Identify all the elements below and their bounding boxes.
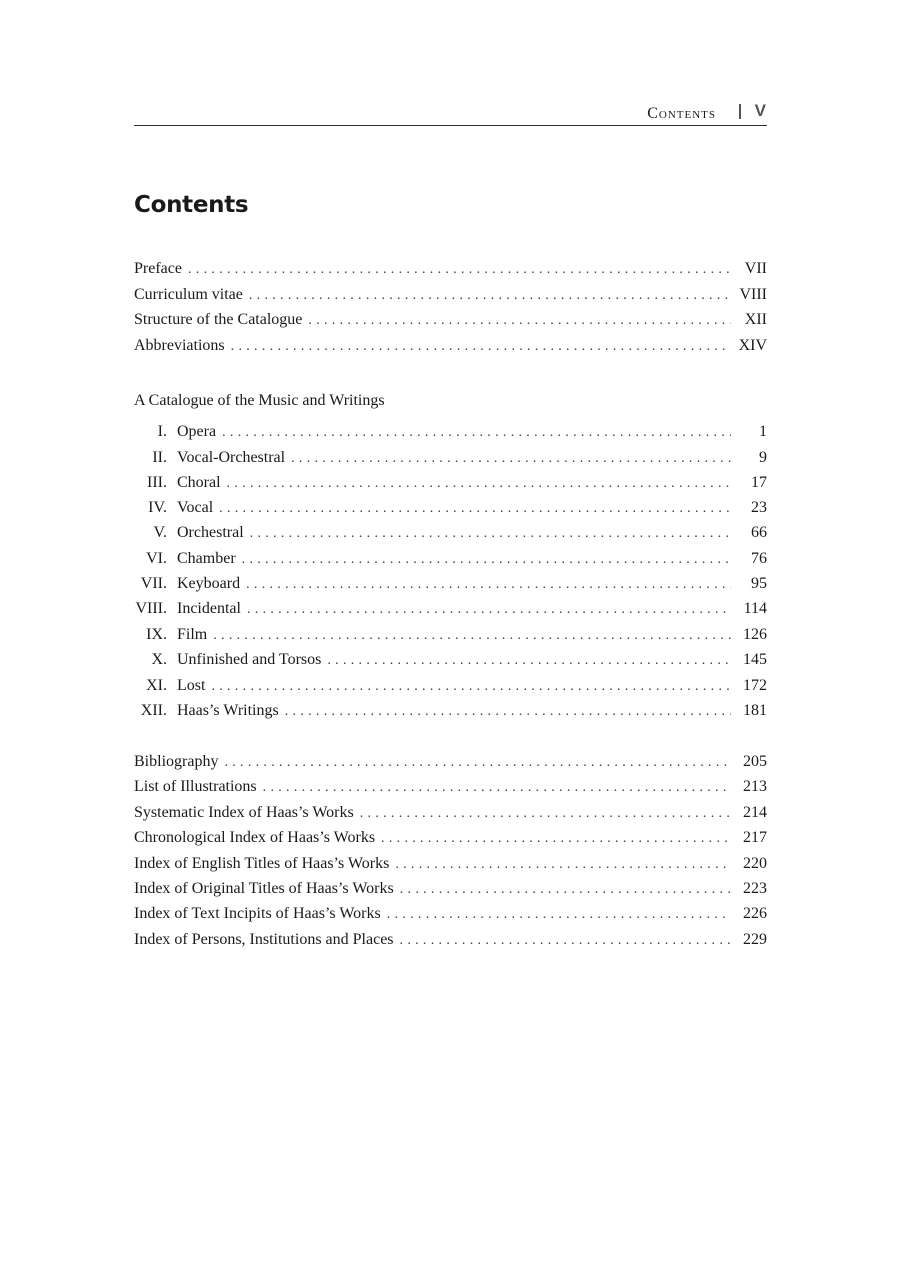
toc-entry-numeral: VI. (146, 550, 167, 567)
toc-entry-numeral: XII. (140, 702, 167, 719)
running-head-separator (739, 104, 741, 119)
toc-entry-abbreviations[interactable] (134, 335, 767, 357)
toc-entry-label: Chronological Index of Haas’s Works (134, 829, 376, 846)
toc-entry-label: Vocal (177, 499, 214, 516)
toc-entry-page: 76 (751, 550, 767, 567)
dot-leader (222, 422, 731, 444)
toc-entry-page: VIII (739, 286, 767, 303)
toc-entry-page: 213 (743, 778, 767, 795)
toc-entry-page: 114 (743, 600, 767, 617)
dot-leader (285, 701, 731, 723)
dot-leader (400, 930, 731, 952)
toc-entry-numeral: IV. (148, 499, 167, 516)
dot-leader (213, 625, 731, 647)
toc-entry-label: Chamber (177, 550, 236, 567)
dot-leader (246, 574, 731, 596)
toc-entry-numeral: I. (157, 423, 167, 440)
dot-leader (395, 854, 731, 876)
toc-entry-numeral: XI. (146, 677, 167, 694)
dot-leader (242, 549, 731, 571)
toc-entry-page: 181 (743, 702, 767, 719)
toc-entry-label: Index of Original Titles of Haas’s Works (134, 880, 394, 897)
toc-entry-label: Index of Text Incipits of Haas’s Works (134, 905, 381, 922)
toc-entry-catalogue[interactable] (134, 675, 767, 697)
toc-entry-label: Haas’s Writings (177, 702, 279, 719)
toc-entry-page: 17 (751, 474, 767, 491)
toc-entry-catalogue[interactable] (134, 497, 767, 519)
toc-entry-label: Opera (177, 423, 217, 440)
toc-entry-page: 95 (751, 575, 767, 592)
toc-entry-page: VII (744, 260, 767, 277)
toc-entry-page: 23 (751, 499, 767, 516)
toc-entry-label: Bibliography (134, 753, 219, 770)
toc-entry-numeral: VII. (140, 575, 167, 592)
running-head-page-number: V (754, 101, 766, 120)
toc-entry-label: Index of Persons, Institutions and Places (134, 931, 394, 948)
toc-entry-label: Choral (177, 474, 221, 491)
toc-entry-back[interactable] (134, 853, 767, 875)
toc-entry-page: 172 (743, 677, 767, 694)
dot-leader (224, 752, 731, 774)
toc-entry-page: 145 (743, 651, 767, 668)
toc-entry-preface[interactable] (134, 258, 767, 280)
toc-entry-numeral: X. (151, 651, 167, 668)
dot-leader (308, 310, 731, 332)
toc-entry-label: Unfinished and Torsos (177, 651, 322, 668)
toc-entry-curriculum-vitae[interactable] (134, 284, 767, 306)
dot-leader (327, 650, 731, 672)
toc-entry-label: Structure of the Catalogue (134, 311, 303, 328)
toc-entry-label: Lost (177, 677, 206, 694)
toc-entry-page: 217 (743, 829, 767, 846)
toc-entry-page: 205 (743, 753, 767, 770)
toc-entry-back[interactable] (134, 878, 767, 900)
dot-leader (263, 777, 731, 799)
dot-leader (219, 498, 731, 520)
toc-entry-label: Index of English Titles of Haas’s Works (134, 855, 390, 872)
dot-leader (250, 523, 731, 545)
toc-entry-structure[interactable] (134, 309, 767, 331)
toc-entry-numeral: IX. (146, 626, 167, 643)
toc-entry-back[interactable] (134, 776, 767, 798)
toc-entry-numeral: V. (153, 524, 167, 541)
toc-entry-catalogue[interactable] (134, 548, 767, 570)
toc-entry-label: Abbreviations (134, 337, 225, 354)
dot-leader (247, 599, 731, 621)
toc-entry-label: Film (177, 626, 208, 643)
toc-entry-page: 66 (751, 524, 767, 541)
toc-entry-catalogue[interactable] (134, 598, 767, 620)
toc-entry-back[interactable] (134, 827, 767, 849)
dot-leader (211, 676, 731, 698)
dot-leader (249, 285, 731, 307)
toc-entry-back[interactable] (134, 802, 767, 824)
dot-leader (381, 828, 731, 850)
toc-entry-label: Systematic Index of Haas’s Works (134, 804, 354, 821)
running-head (134, 101, 767, 126)
toc-entry-catalogue[interactable] (134, 573, 767, 595)
toc-entry-back[interactable] (134, 903, 767, 925)
toc-entry-numeral: II. (152, 449, 167, 466)
toc-entry-catalogue[interactable] (134, 700, 767, 722)
toc-entry-catalogue[interactable] (134, 522, 767, 544)
toc-entry-catalogue[interactable] (134, 624, 767, 646)
toc-entry-catalogue[interactable] (134, 447, 767, 469)
toc-entry-catalogue[interactable] (134, 472, 767, 494)
toc-entry-numeral: III. (147, 474, 167, 491)
page-title: Contents (134, 192, 249, 218)
toc-entry-label: Keyboard (177, 575, 241, 592)
dot-leader (231, 336, 731, 358)
toc-entry-label: Preface (134, 260, 182, 277)
toc-entry-label: Vocal-Orchestral (177, 449, 286, 466)
toc-entry-back[interactable] (134, 751, 767, 773)
toc-entry-page: XIV (738, 337, 767, 354)
toc-entry-page: 126 (743, 626, 767, 643)
toc-entry-page: 9 (759, 449, 767, 466)
catalogue-heading: A Catalogue of the Music and Writings (134, 392, 385, 409)
running-head-title: Contents (647, 105, 716, 122)
toc-entry-page: 1 (759, 423, 767, 440)
toc-entry-page: 223 (743, 880, 767, 897)
dot-leader (387, 904, 731, 926)
toc-entry-label: Incidental (177, 600, 241, 617)
dot-leader (227, 473, 731, 495)
toc-entry-page: 220 (743, 855, 767, 872)
dot-leader (400, 879, 731, 901)
toc-entry-page: 214 (743, 804, 767, 821)
dot-leader (188, 259, 731, 281)
toc-entry-label: Curriculum vitae (134, 286, 243, 303)
toc-entry-catalogue[interactable] (134, 649, 767, 671)
toc-entry-page: 226 (743, 905, 767, 922)
toc-entry-label: List of Illustrations (134, 778, 257, 795)
dot-leader (291, 448, 731, 470)
toc-entry-catalogue[interactable] (134, 421, 767, 443)
toc-entry-numeral: VIII. (135, 600, 167, 617)
toc-entry-page: 229 (743, 931, 767, 948)
dot-leader (360, 803, 731, 825)
toc-entry-label: Orchestral (177, 524, 244, 541)
toc-entry-page: XII (744, 311, 767, 328)
toc-entry-back[interactable] (134, 929, 767, 951)
